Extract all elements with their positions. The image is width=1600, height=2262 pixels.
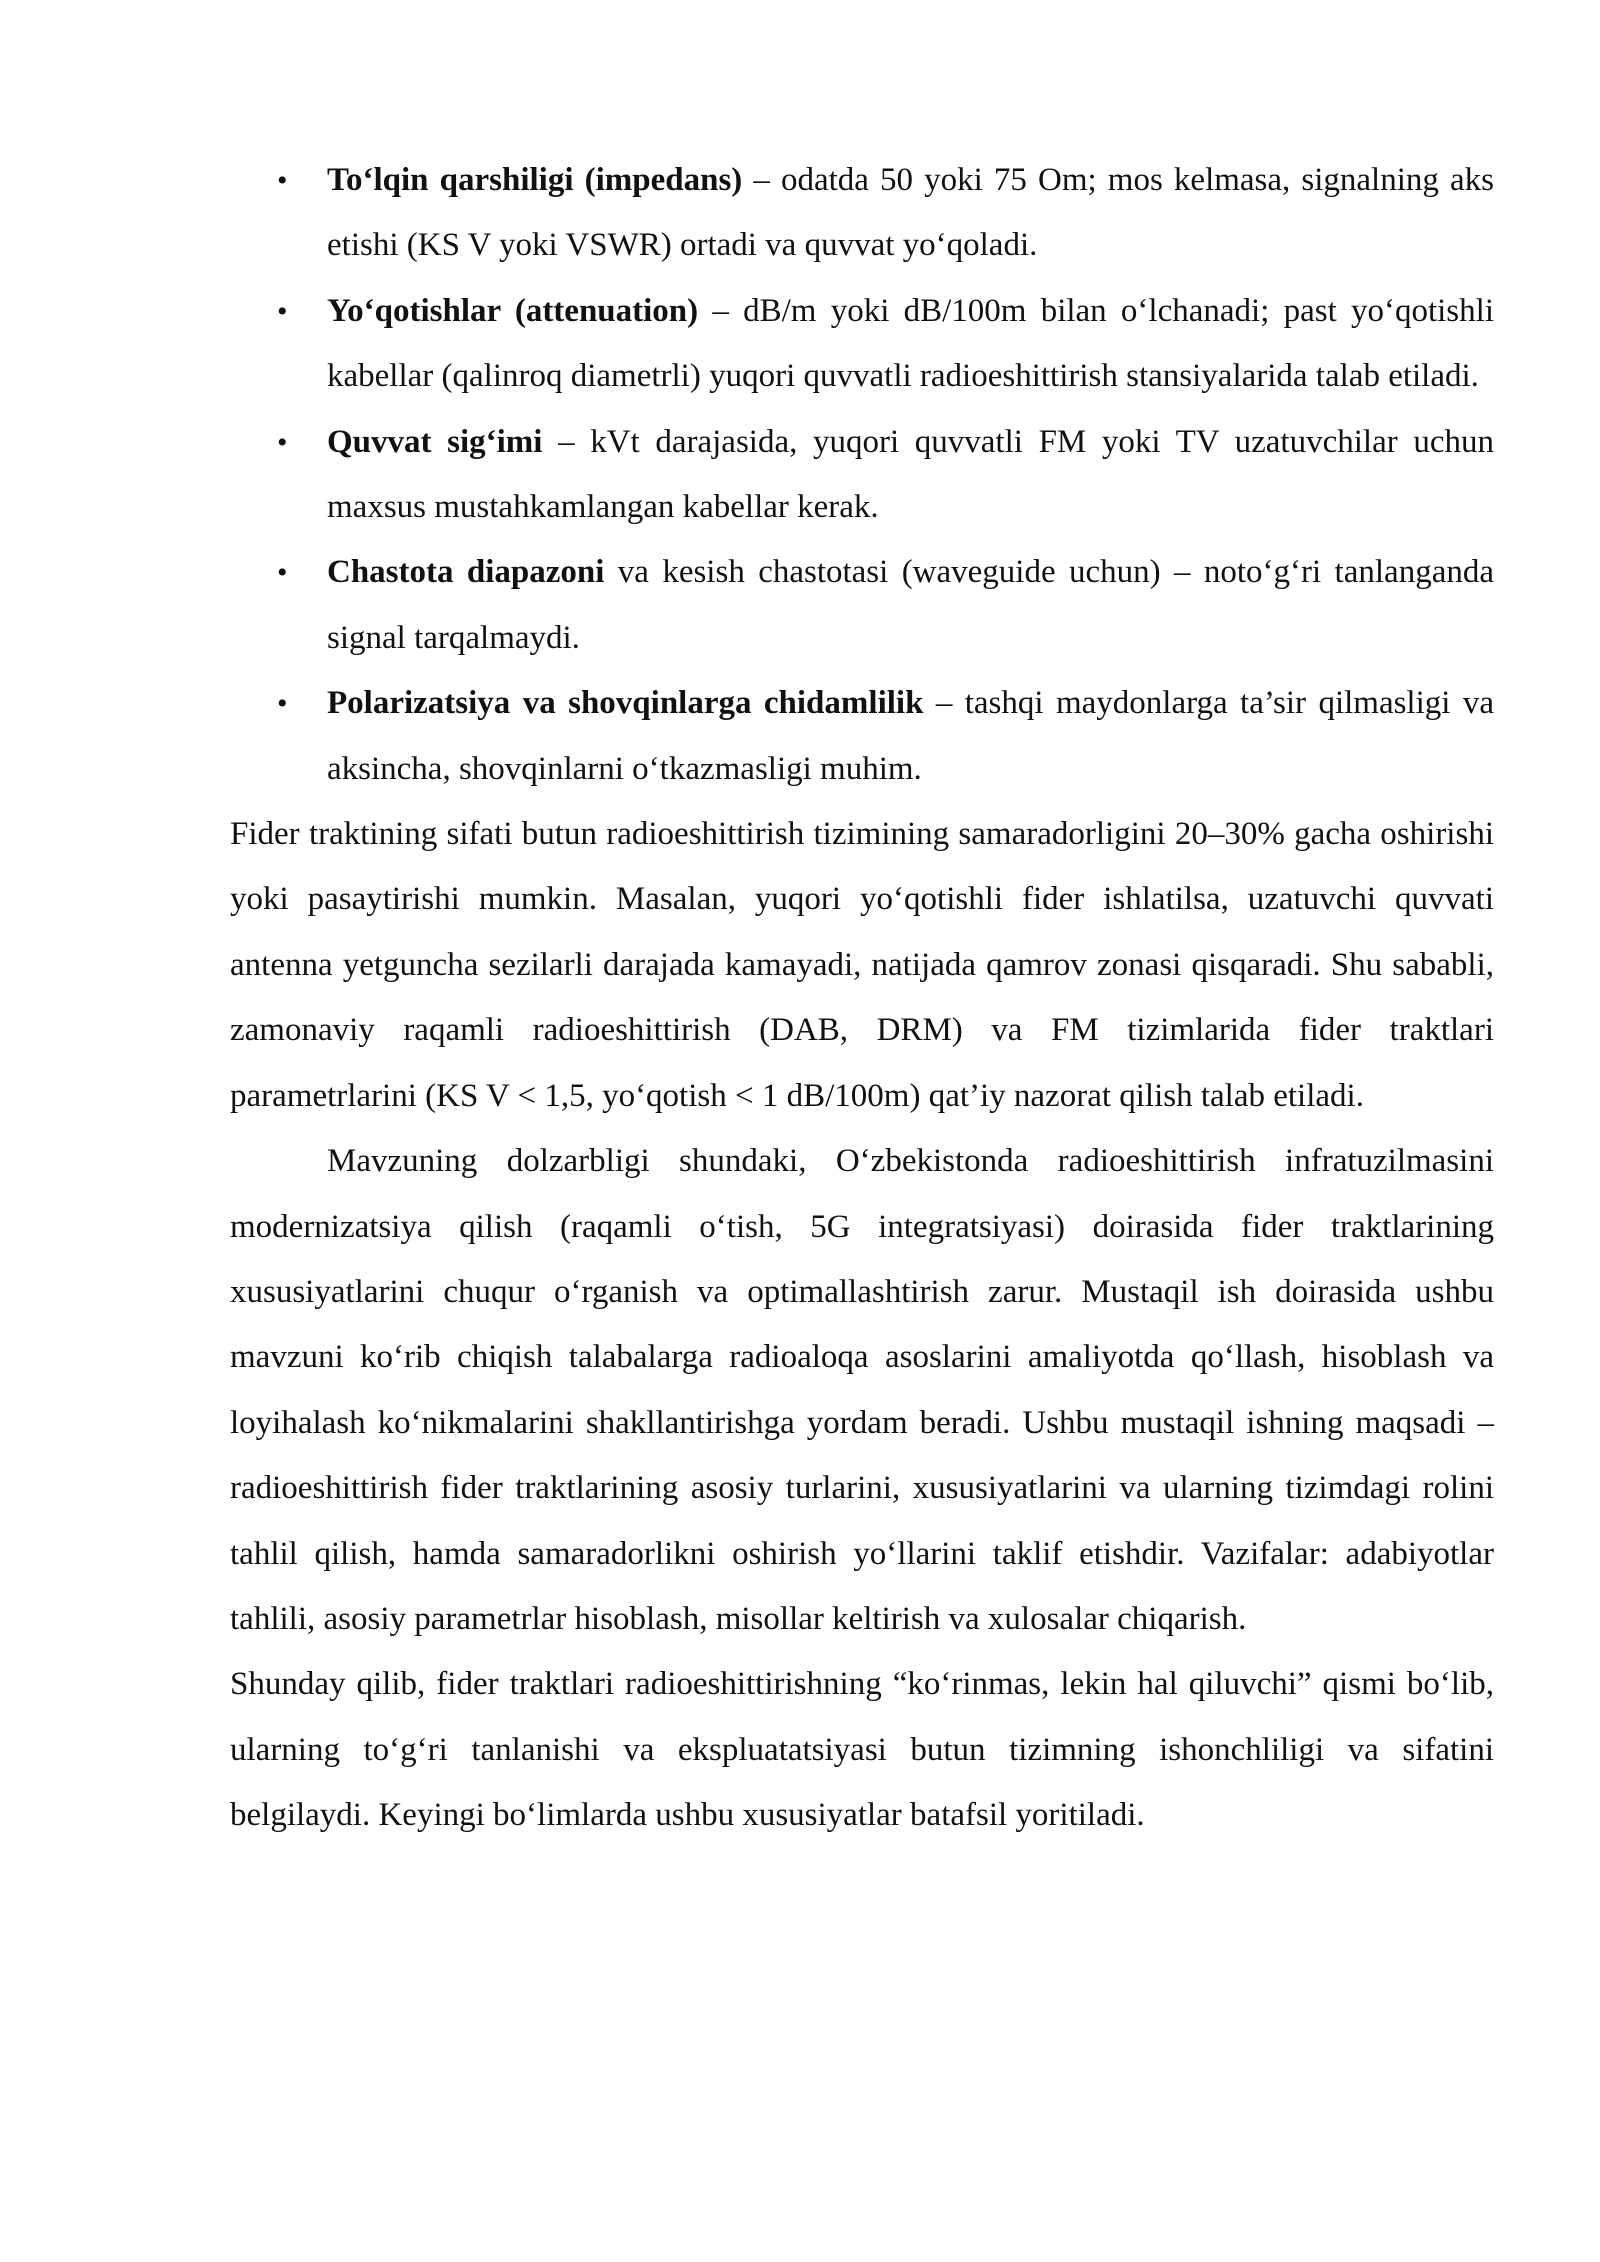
bullet-icon: • [277,556,288,590]
bullet-icon: • [277,164,288,197]
bullet-icon: • [277,294,288,328]
list-item [277,671,1494,802]
list-item-text: va kesish chastotasi (waveguide uchun) – noto‘g‘ri tanlanganda signal tarqalmaydi. [327,554,1494,656]
paragraph-feeder-quality: Fider traktining sifati butun radioeshittirish tizimining samaradorligini 20–30% gacha oshirishi yoki pasaytirishi mumkin. Masalan, yuqori yo‘qotishli fider ishlatilsa, uzatuvchi quvvati antenna yetguncha sezilarli darajada kamayadi, natijada qamrov zonasi qisqaradi. Shu sababli, zamonaviy raqamli radioeshittirish (DAB, DRM) va FM tizimlarida fider traktlari parametrlarini (KS V < 1,5, yo‘qotish < 1 dB/100m) qat’iy nazorat qilish talab etiladi. [230,816,1494,1114]
list-item-text: – dB/m yoki dB/100m bilan o‘lchanadi; past yo‘qotishli kabellar (qalinroq diametrli) yuqori quvvatli radioeshittirish stansiyalarida talab etiladi. [327,292,1494,395]
list-item-term: Yo‘qotishlar (attenuation) [327,292,699,329]
list-item-term: Chastota diapazoni [327,554,605,591]
list-item-term: Quvvat sig‘imi [327,423,543,460]
list-item-term: Polarizatsiya va shovqinlarga chidamlilik [327,685,924,722]
parameter-list [230,148,1494,802]
list-item [277,148,1494,279]
list-item [277,410,1494,541]
paragraph-conclusion: Shunday qilib, fider traktlari radioeshittirishning “ko‘rinmas, lekin hal qiluvchi” qismi bo‘lib, ularning to‘g‘ri tanlanishi va ekspluatatsiyasi butun tizimning ishonchliligi va sifatini belgilaydi. Keyingi bo‘limlarda ushbu xususiyatlar batafsil yoritiladi. [230,1666,1494,1834]
paragraph-relevance: Mavzuning dolzarbligi shundaki, O‘zbekistonda radioeshittirish infratuzilmasini modernizatsiya qilish (raqamli o‘tish, 5G integratsiyasi) doirasida fider traktlarining xususiyatlarini chuqur o‘rganish va optimallashtirish zarur. Mustaqil ish doirasida ushbu mavzuni ko‘rib chiqish talabalarga radioaloqa asoslarini amaliyotda qo‘llash, hisoblash va loyihalash ko‘nikmalarini shakllantirishga yordam beradi. Ushbu mustaqil ishning maqsadi – radioeshittirish fider traktlarining asosiy turlarini, xususiyatlarini va ularning tizimdagi rolini tahlil qilish, hamda samaradorlikni oshirish yo‘llarini taklif etishdir. Vazifalar: adabiyotlar tahlili, asosiy parametrlar hisoblash, misollar keltirish va xulosalar chiqarish. [230,1143,1494,1637]
bullet-icon: • [277,425,288,459]
list-item [277,540,1494,671]
list-item-term: To‘lqin qarshiligi (impedans) [327,162,743,198]
bullet-icon: • [277,687,288,721]
document-page [230,148,1494,1849]
list-item-text: – kVt darajasida, yuqori quvvatli FM yoki TV uzatuvchilar uchun maxsus mustahkamlangan kabellar kerak. [327,423,1494,526]
list-item-text: – odatda 50 yoki 75 Om; mos kelmasa, signalning aks etishi (KS V yoki VSWR) ortadi va quvvat yo‘qoladi. [327,162,1494,264]
list-item [277,279,1494,410]
list-item-text: – tashqi maydonlarga ta’sir qilmasligi va aksincha, shovqinlarni o‘tkazmasligi muhim. [327,685,1494,787]
